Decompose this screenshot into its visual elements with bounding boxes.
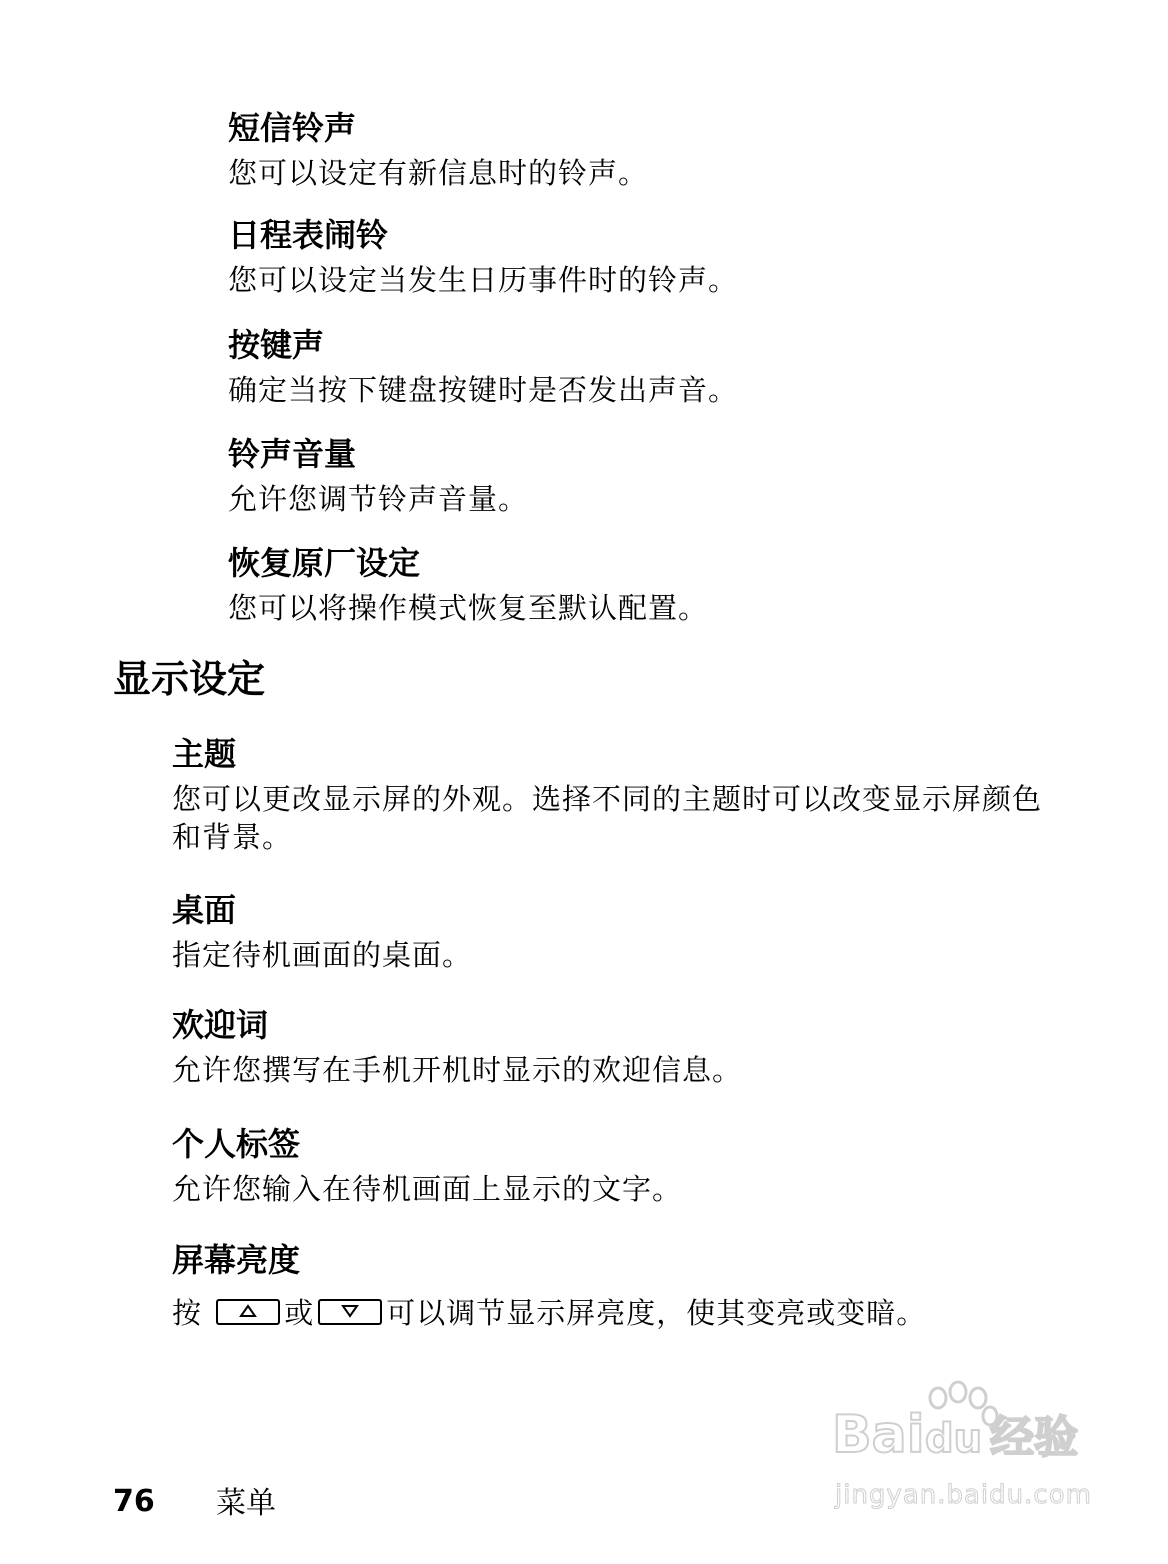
section-welcome <box>172 1005 1072 1089</box>
display-settings-heading: 显示设定 <box>113 657 266 701</box>
section-desc: 确定当按下键盘按键时是否发出声音。 <box>228 373 739 407</box>
section-desc: 您可以更改显示屏的外观。选择不同的主题时可以改变显示屏颜色和背景。 <box>172 782 1043 854</box>
section-brightness <box>172 1240 1072 1332</box>
section-desc: 您可以将操作模式恢复至默认配置。 <box>228 591 709 625</box>
section-calendar-alarm <box>228 215 1088 299</box>
section-title: 欢迎词 <box>172 1006 269 1044</box>
section-theme <box>172 734 1072 856</box>
page-number: 76 <box>113 1484 155 1519</box>
section-desc: 允许您输入在待机画面上显示的文字。 <box>172 1172 683 1206</box>
watermark-label: 经验 <box>990 1412 1078 1463</box>
footer-label: 菜单 <box>216 1486 276 1521</box>
watermark-brand2: du <box>925 1416 983 1462</box>
section-personal-label <box>172 1124 1072 1208</box>
section-title: 按键声 <box>228 326 325 364</box>
section-title: 主题 <box>172 735 237 773</box>
section-desc: 您可以设定当发生日历事件时的铃声。 <box>228 263 739 297</box>
watermark-brand: Bai <box>832 1405 925 1465</box>
up-key-icon <box>216 1299 280 1325</box>
section-title: 个人标签 <box>172 1125 301 1163</box>
section-title: 桌面 <box>172 891 237 929</box>
watermark-url: jingyan.baidu.com <box>835 1480 1092 1510</box>
section-key-tone <box>228 325 1088 409</box>
section-title: 短信铃声 <box>228 109 357 147</box>
watermark-logo <box>830 1380 1100 1480</box>
section-title: 铃声音量 <box>228 435 357 473</box>
section-title: 恢复原厂设定 <box>228 544 421 582</box>
section-desktop <box>172 890 1072 974</box>
section-desc: 允许您调节铃声音量。 <box>228 482 529 516</box>
desc-prefix: 按 <box>172 1296 203 1330</box>
down-key-icon <box>318 1299 382 1325</box>
section-desc: 指定待机画面的桌面。 <box>172 938 473 972</box>
section-desc: 您可以设定有新信息时的铃声。 <box>228 156 649 190</box>
desc-suffix: 可以调节显示屏亮度，使其变亮或变暗。 <box>386 1296 927 1330</box>
section-title: 屏幕亮度 <box>172 1241 301 1279</box>
section-ring-volume <box>228 434 1088 518</box>
desc-mid: 或 <box>284 1296 315 1330</box>
section-factory-reset <box>228 543 1088 627</box>
section-title: 日程表闹铃 <box>228 216 389 254</box>
section-desc: 允许您撰写在手机开机时显示的欢迎信息。 <box>172 1053 743 1087</box>
section-desc <box>172 1294 1072 1332</box>
section-sms-ringtone <box>228 108 1088 192</box>
